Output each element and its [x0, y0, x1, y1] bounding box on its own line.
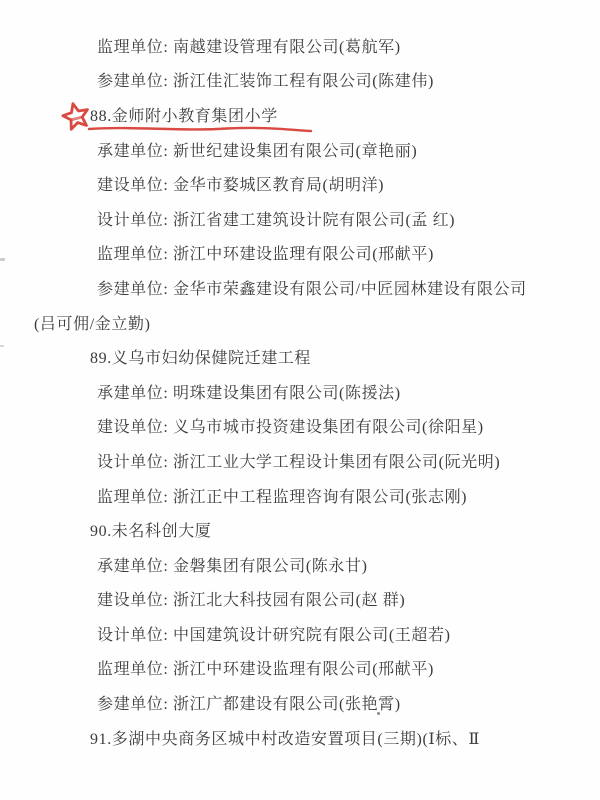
- detail-line: [0, 582, 600, 617]
- line-text: 参建单位: 金华市荣鑫建设有限公司/中匠园林建设有限公司: [97, 280, 527, 298]
- line-text: 监理单位: 浙江中环建设监理有限公司(邢献平): [97, 246, 434, 264]
- detail-line: [0, 236, 600, 271]
- detail-line: [0, 547, 600, 582]
- line-text: (吕可佣/金立勤): [34, 315, 151, 333]
- line-text: 88.金师附小教育集团小学: [90, 107, 278, 125]
- line-text: 监理单位: 浙江正中工程监理咨询有限公司(张志刚): [97, 488, 468, 506]
- line-text: 承建单位: 明珠建设集团有限公司(陈援法): [97, 384, 401, 402]
- line-text: 91.多湖中央商务区城中村改造安置项目(三期)(Ⅰ标、Ⅱ: [90, 730, 480, 748]
- project-title-line: [0, 339, 600, 374]
- line-text: 建设单位: 金华市婺城区教育局(胡明洋): [97, 177, 385, 195]
- detail-line: [0, 374, 600, 409]
- project-title-line: [0, 720, 600, 755]
- continuation-line: [0, 305, 600, 340]
- line-text: 设计单位: 中国建筑设计研究院有限公司(王超若): [97, 626, 451, 644]
- detail-line: [0, 409, 600, 444]
- line-text: 建设单位: 浙江北大科技园有限公司(赵 群): [97, 592, 406, 610]
- line-text: 承建单位: 金磐集团有限公司(陈永甘): [97, 557, 368, 575]
- detail-line: [0, 616, 600, 651]
- scan-speck: [0, 258, 5, 261]
- line-text: 建设单位: 义乌市城市投资建设集团有限公司(徐阳星): [97, 419, 484, 437]
- line-text: 承建单位: 新世纪建设集团有限公司(章艳丽): [97, 142, 418, 160]
- scan-speck: [0, 345, 4, 347]
- detail-line: [0, 166, 600, 201]
- detail-line: [0, 270, 600, 305]
- detail-line: [0, 685, 600, 720]
- line-text: 设计单位: 浙江工业大学工程设计集团有限公司(阮光明): [97, 453, 501, 471]
- project-title-line: [0, 512, 600, 547]
- line-text: 参建单位: 浙江广都建设有限公司(张艳霄): [97, 696, 401, 714]
- line-text: 参建单位: 浙江佳汇装饰工程有限公司(陈建伟): [97, 73, 434, 91]
- detail-line: [0, 28, 600, 63]
- line-text: 89.义乌市妇幼保健院迁建工程: [90, 350, 312, 368]
- line-text: 监理单位: 浙江中环建设监理有限公司(邢献平): [97, 661, 434, 679]
- detail-line: [0, 443, 600, 478]
- detail-line: [0, 478, 600, 513]
- project-title-line: [0, 97, 600, 132]
- document-body: [0, 28, 600, 754]
- line-text: 设计单位: 浙江省建工建筑设计院有限公司(孟 红): [97, 211, 456, 229]
- line-text: 监理单位: 南越建设管理有限公司(葛航军): [97, 38, 401, 56]
- detail-line: [0, 132, 600, 167]
- line-text: 90.未名科创大厦: [90, 523, 212, 541]
- red-underline-annotation: [87, 125, 313, 135]
- detail-line: [0, 651, 600, 686]
- detail-line: [0, 63, 600, 98]
- detail-line: [0, 201, 600, 236]
